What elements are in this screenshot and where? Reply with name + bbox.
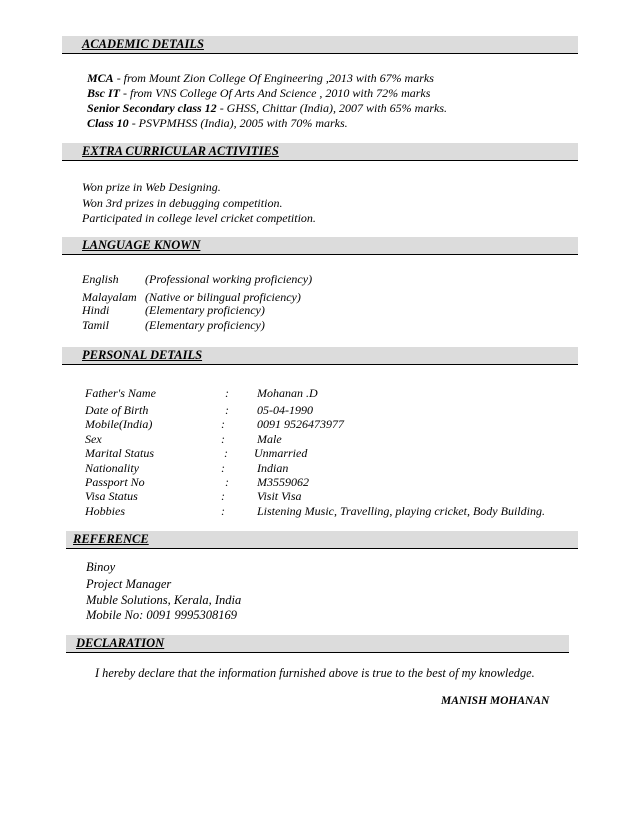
section-header-language: [62, 237, 578, 255]
academic-item: Class 10 - PSVPMHSS (India), 2005 with 70% marks.: [87, 116, 348, 130]
section-header-personal: [62, 347, 578, 365]
section-header-academic: [62, 36, 578, 54]
section-header-extra: [62, 143, 578, 161]
section-title: EXTRA CURRICULAR ACTIVITIES: [82, 144, 279, 158]
section-title: DECLARATION: [76, 636, 165, 650]
language-item: Tamil (Elementary proficiency): [82, 318, 265, 332]
reference-line: Mobile No: 0091 9995308169: [86, 608, 238, 622]
activity-item: Won 3rd prizes in debugging competition.: [82, 196, 283, 210]
language-item: Malayalam (Native or bilingual proficiency): [82, 290, 301, 304]
academic-item: MCA - from Mount Zion College Of Engineering ,2013 with 67% marks: [87, 71, 434, 85]
language-item: English (Professional working proficiency): [82, 272, 313, 286]
signature-name: MANISH MOHANAN: [441, 695, 550, 707]
declaration-text: I hereby declare that the information furnished above is true to the best of my knowledge.: [95, 666, 535, 680]
section-title: ACADEMIC DETAILS: [82, 37, 204, 51]
reference-line: Binoy: [86, 560, 116, 574]
activity-item: Won prize in Web Designing.: [82, 180, 221, 194]
academic-item: Senior Secondary class 12 - GHSS, Chittar (India), 2007 with 65% marks.: [87, 101, 448, 115]
section-header-reference: [66, 531, 578, 549]
section-header-declaration: [66, 635, 569, 653]
section-title: LANGUAGE KNOWN: [82, 238, 201, 252]
language-item: Hindi (Elementary proficiency): [82, 303, 265, 317]
reference-line: Muble Solutions, Kerala, India: [86, 593, 242, 607]
section-title: REFERENCE: [73, 532, 149, 546]
academic-item: Bsc IT - from VNS College Of Arts And Science , 2010 with 72% marks: [87, 86, 431, 100]
section-title: PERSONAL DETAILS: [82, 348, 203, 362]
reference-line: Project Manager: [86, 577, 172, 591]
activity-item: Participated in college level cricket competition.: [82, 211, 316, 225]
